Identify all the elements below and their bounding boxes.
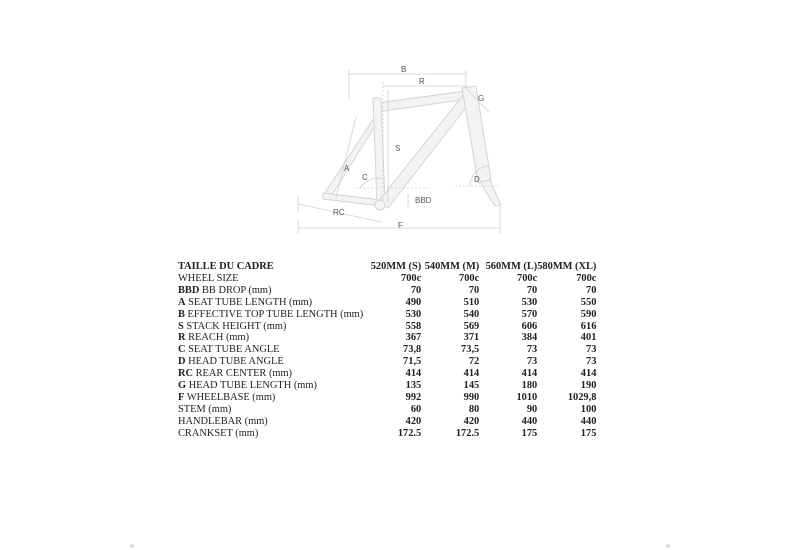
row-key: C: [178, 344, 186, 356]
table-header-row: [178, 261, 596, 273]
row-value: 530: [405, 308, 422, 320]
dim-label-d: D: [474, 175, 480, 184]
dim-label-r: R: [419, 77, 425, 86]
row-label-text: HANDLEBAR (mm): [178, 415, 268, 427]
table-row: [178, 297, 596, 309]
row-value: 569: [463, 320, 480, 332]
row-value: 1029,8: [567, 391, 597, 403]
row-value: 550: [580, 296, 597, 308]
row-value: 172.5: [397, 427, 422, 439]
table-row: [178, 321, 596, 333]
row-value: 510: [463, 296, 480, 308]
row-value: 100: [580, 403, 597, 415]
row-key: F: [178, 391, 185, 403]
table-row: [178, 309, 596, 321]
row-value: 70: [586, 284, 597, 296]
row-label: [178, 380, 365, 392]
row-value: 367: [405, 332, 422, 344]
table-row: [178, 285, 596, 297]
row-value: 72: [468, 356, 480, 368]
row-value: 190: [580, 380, 597, 392]
row-value: 700c: [517, 272, 538, 284]
row-key: G: [178, 380, 187, 392]
row-value: 414: [580, 368, 597, 380]
row-label-text: WHEELBASE (mm): [186, 391, 276, 403]
row-value: 530: [521, 296, 538, 308]
row-label-text: HEAD TUBE LENGTH (mm): [188, 380, 317, 392]
row-value: 73,5: [461, 344, 480, 356]
row-label-text: WHEEL SIZE: [178, 272, 239, 284]
row-value: 558: [405, 320, 422, 332]
row-label: [178, 297, 365, 309]
row-value: 73: [526, 356, 538, 368]
row-value: 414: [521, 368, 538, 380]
row-value: 135: [405, 380, 422, 392]
row-value: 73,8: [403, 344, 422, 356]
row-label: [178, 428, 365, 440]
row-label: [178, 344, 365, 356]
size-header-m: 540MM (M): [424, 261, 480, 272]
dim-label-a: A: [344, 164, 350, 173]
row-label-text: SEAT TUBE LENGTH (mm): [188, 296, 313, 308]
row-value: 420: [463, 415, 480, 427]
row-label-text: STEM (mm): [178, 403, 232, 415]
row-value: 440: [580, 415, 597, 427]
row-value: 371: [463, 332, 480, 344]
row-label-text: BB DROP (mm): [201, 284, 272, 296]
row-value: 616: [580, 320, 597, 332]
dim-label-s: S: [395, 144, 401, 153]
row-value: 175: [521, 427, 538, 439]
row-key: RC: [178, 368, 194, 380]
row-value: 90: [526, 403, 538, 415]
geometry-table: [178, 261, 596, 440]
row-key: D: [178, 356, 186, 368]
row-label-text: EFFECTIVE TOP TUBE LENGTH (mm): [187, 308, 364, 320]
row-label-text: REACH (mm): [188, 332, 250, 344]
row-key: A: [178, 296, 186, 308]
row-label: [178, 356, 365, 368]
row-value: 73: [526, 344, 538, 356]
row-value: 384: [521, 332, 538, 344]
row-label-text: SEAT TUBE ANGLE: [188, 344, 280, 356]
row-label-text: STACK HEIGHT (mm): [186, 320, 287, 332]
size-header-s: 520MM (S): [370, 261, 422, 272]
dim-label-b: B: [401, 65, 407, 74]
table-row: [178, 416, 596, 428]
row-value: 73: [586, 356, 597, 368]
dim-label-f: F: [398, 221, 403, 230]
row-value: 175: [580, 427, 597, 439]
row-value: 401: [580, 332, 597, 344]
row-value: 70: [526, 284, 538, 296]
row-value: 590: [580, 308, 597, 320]
row-value: 570: [521, 308, 538, 320]
size-header-xl: 580MM (XL): [537, 261, 597, 272]
table-row: [178, 356, 596, 368]
dim-label-g: G: [478, 94, 485, 103]
row-value: 71,5: [403, 356, 422, 368]
row-value: 490: [405, 296, 422, 308]
size-header-l: 560MM (L): [485, 261, 538, 272]
row-key: BBD: [178, 284, 200, 296]
row-label: [178, 416, 365, 428]
table-row: [178, 428, 596, 440]
table-row: [178, 332, 596, 344]
row-label: [178, 332, 365, 344]
row-label: [178, 404, 365, 416]
row-value: 606: [521, 320, 538, 332]
row-value: 440: [521, 415, 538, 427]
table-row: [178, 392, 596, 404]
row-value: 414: [405, 368, 422, 380]
frame-geometry-diagram: [0, 0, 800, 250]
row-value: 414: [463, 368, 480, 380]
table-row: [178, 368, 596, 380]
row-value: 700c: [576, 272, 597, 284]
bike-frame: [323, 86, 501, 210]
row-label-text: CRANKSET (mm): [178, 427, 259, 439]
row-value: 80: [468, 403, 480, 415]
row-label: [178, 368, 365, 380]
row-value: 540: [463, 308, 480, 320]
row-label: [178, 321, 365, 333]
table-row: [178, 344, 596, 356]
row-value: 180: [521, 380, 538, 392]
row-value: 700c: [459, 272, 480, 284]
table-title: TAILLE DU CADRE: [178, 261, 274, 272]
row-value: 700c: [401, 272, 422, 284]
row-value: 70: [468, 284, 480, 296]
corner-dot-right: [666, 544, 670, 548]
row-key: S: [178, 320, 184, 332]
table-row: [178, 380, 596, 392]
row-label-text: HEAD TUBE ANGLE: [188, 356, 284, 368]
row-key: B: [178, 308, 185, 320]
row-value: 990: [463, 391, 480, 403]
row-key: R: [178, 332, 186, 344]
row-value: 420: [405, 415, 422, 427]
row-label: [178, 309, 365, 321]
row-label-text: REAR CENTER (mm): [195, 368, 293, 380]
row-label: [178, 392, 365, 404]
dim-label-c: C: [362, 173, 368, 182]
row-label: [178, 285, 365, 297]
row-value: 145: [463, 380, 480, 392]
row-value: 73: [586, 344, 597, 356]
dim-label-bbd: BBD: [415, 196, 432, 205]
row-value: 1010: [516, 391, 538, 403]
table-row: [178, 273, 596, 285]
row-value: 992: [405, 391, 422, 403]
row-value: 172.5: [455, 427, 480, 439]
table-row: [178, 404, 596, 416]
row-value: 70: [410, 284, 422, 296]
row-value: 60: [410, 403, 422, 415]
corner-dot-left: [130, 544, 134, 548]
row-label: [178, 273, 365, 285]
dim-label-rc: RC: [333, 208, 345, 217]
